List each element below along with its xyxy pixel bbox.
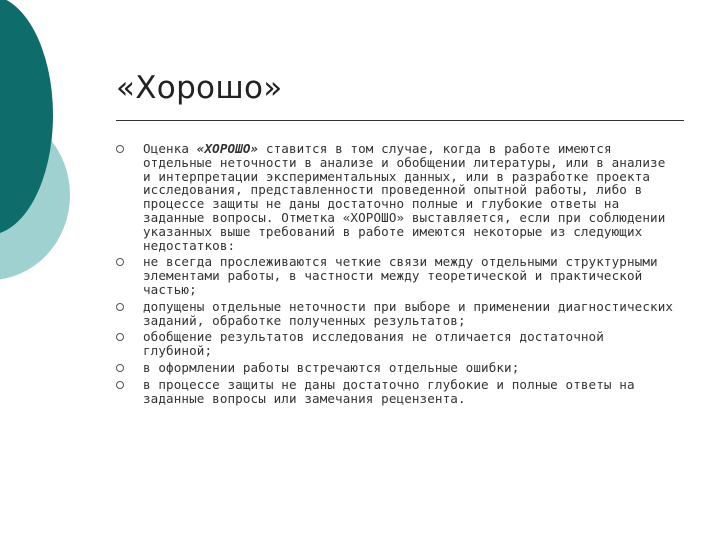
list-item-text: обобщение результатов исследования не отличается достаточной глубиной;: [143, 329, 604, 359]
list-item: [116, 300, 676, 328]
slide-title: «Хорошо»: [116, 70, 283, 106]
rest-text: ставится в том случае, когда в работе имеются отдельные неточности в анализе и обобщении литературы, или в анализе и интерпретации экспериментальных данных, или в разработке проекта исследования, представленности проведенной опытной работы, либо в процессе защиты не даны достаточно полные и глубокие ответы на заданные вопросы. Отметка «ХОРОШО» выставляется, если при соблюдении указанных выше требований в работе имеются некоторые из следующих недостатков:: [143, 141, 666, 253]
list-item-text: в процессе защиты не даны достаточно глубокие и полные ответы на заданные вопросы или замечания рецензента.: [143, 376, 635, 406]
title-divider: [116, 120, 684, 121]
lead-text: Оценка: [143, 141, 197, 156]
list-item: [116, 330, 676, 358]
list-item-text: [143, 142, 676, 252]
list-item: [116, 378, 676, 406]
list-item-text: в оформлении работы встречаются отдельные ошибки;: [143, 359, 520, 375]
list-item-text: допущены отдельные неточности при выборе и применении диагностических заданий, обработке полученных результатов;: [143, 298, 674, 328]
list-item: [116, 142, 676, 252]
grade-emphasis: «ХОРОШО»: [196, 141, 259, 156]
circle-bullet-icon: [116, 258, 124, 266]
circle-bullet-icon: [116, 303, 124, 311]
list-item: [116, 361, 676, 375]
circle-bullet-icon: [116, 333, 124, 341]
list-item-text: не всегда прослеживаются четкие связи между отдельными структурными элементами работы, в частности между теоретической и практической частью;: [143, 254, 658, 297]
decorative-circles: [0, 0, 120, 300]
circle-bullet-icon: [116, 145, 124, 153]
circle-bullet-icon: [116, 364, 124, 372]
list-item: [116, 255, 676, 296]
criteria-list: [116, 142, 676, 408]
circle-bullet-icon: [116, 381, 124, 389]
